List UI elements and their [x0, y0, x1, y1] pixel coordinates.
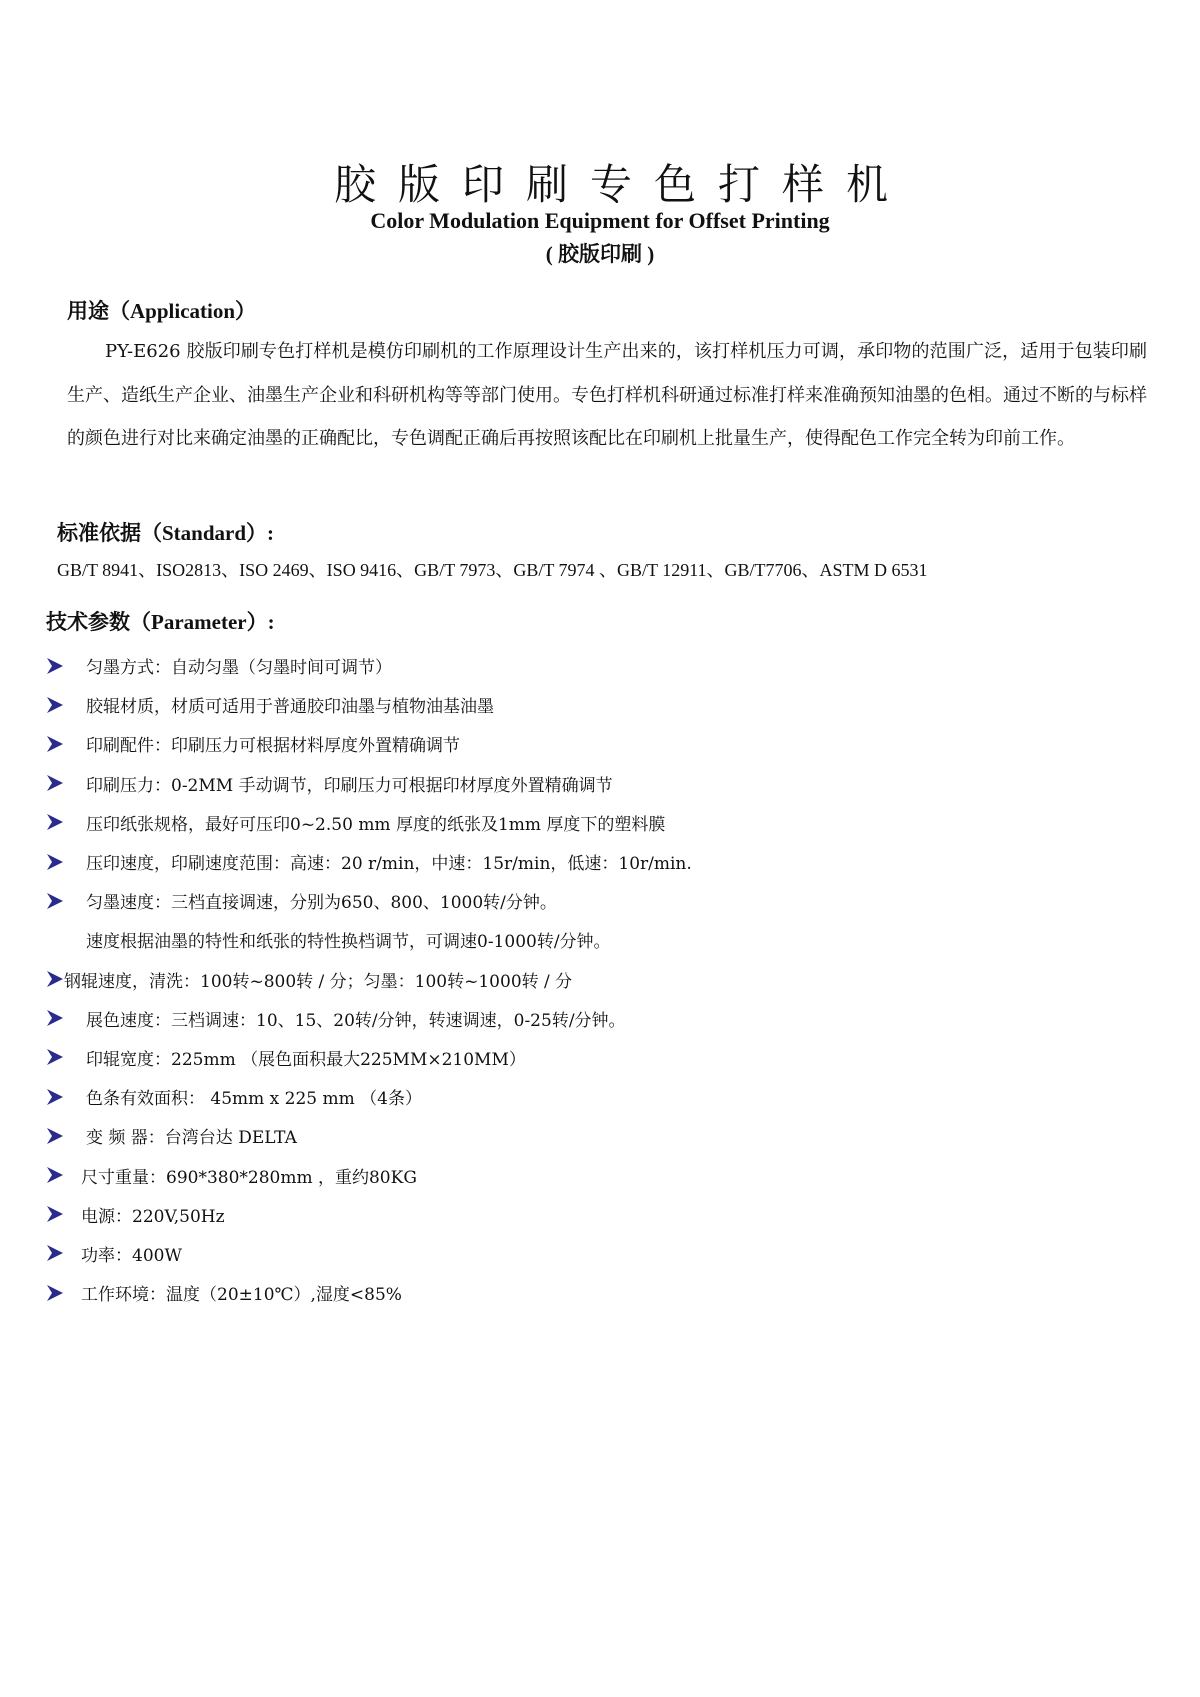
arrow-bullet-icon	[46, 853, 64, 871]
arrow-bullet-icon	[46, 774, 64, 792]
parameter-item-text: 压印速度，印刷速度范围：高速：20 r/min，中速：15r/min，低速：10r/min.	[86, 854, 692, 875]
parameter-item	[46, 646, 1146, 685]
arrow-bullet-icon	[46, 1284, 64, 1302]
arrow-bullet-icon	[46, 1127, 64, 1145]
application-heading: 用途（Application）	[67, 299, 257, 323]
parameter-item	[46, 1195, 1146, 1234]
parameter-list	[46, 646, 1146, 1312]
document-title: 胶版印刷专色打样机	[333, 160, 910, 209]
parameter-item	[46, 764, 1146, 803]
parameter-item	[46, 842, 1146, 881]
document-subtitle-cn: ( 胶版印刷 )	[545, 242, 655, 266]
arrow-bullet-icon	[46, 813, 64, 831]
arrow-bullet-icon	[46, 970, 64, 988]
parameter-item-text: 展色速度：三档调速：10、15、20转/分钟，转速调速，0-25转/分钟。	[86, 1010, 626, 1031]
parameter-item-text: 印辊宽度：225mm （展色面积最大225MM×210MM）	[86, 1049, 526, 1070]
arrow-bullet-icon	[46, 1205, 64, 1223]
parameter-item-text: 变 频 器：台湾台达 DELTA	[86, 1128, 297, 1149]
arrow-bullet-icon	[46, 1166, 64, 1184]
parameter-item	[46, 803, 1146, 842]
parameter-item	[46, 999, 1146, 1038]
parameter-item	[46, 1155, 1146, 1194]
standard-list: GB/T 8941、ISO2813、ISO 2469、ISO 9416、GB/T 7973、GB/T 7974 、GB/T 12911、GB/T7706、ASTM D 6531	[57, 560, 928, 580]
arrow-bullet-icon	[46, 1244, 64, 1262]
parameter-item-text: 速度根据油墨的特性和纸张的特性换档调节，可调速0-1000转/分钟。	[86, 932, 611, 953]
parameter-item-text: 胶辊材质，材质可适用于普通胶印油墨与植物油基油墨	[86, 697, 494, 718]
parameter-item-text: 匀墨速度：三档直接调速，分别为650、800、1000转/分钟。	[86, 893, 557, 914]
parameter-item	[46, 920, 1146, 959]
parameter-item-text: 钢辊速度，清洗：100转~800转 / 分；匀墨：100转~1000转 / 分	[64, 971, 573, 992]
parameter-item-text: 匀墨方式：自动匀墨（匀墨时间可调节）	[86, 658, 392, 679]
parameter-item	[46, 960, 1146, 999]
parameter-item	[46, 724, 1146, 763]
parameter-heading: 技术参数（Parameter）:	[46, 610, 275, 634]
parameter-item-text: 印刷配件：印刷压力可根据材料厚度外置精确调节	[86, 736, 460, 757]
arrow-bullet-icon	[46, 696, 64, 714]
arrow-bullet-icon	[46, 1009, 64, 1027]
parameter-item	[46, 1116, 1146, 1155]
document-subtitle: Color Modulation Equipment for Offset Printing	[370, 208, 830, 233]
arrow-bullet-icon	[46, 735, 64, 753]
parameter-item	[46, 881, 1146, 920]
parameter-item-text: 印刷压力：0-2MM 手动调节，印刷压力可根据印材厚度外置精确调节	[86, 775, 613, 796]
parameter-item-text: 功率：400W	[81, 1245, 182, 1266]
arrow-bullet-icon	[46, 892, 64, 910]
standard-heading: 标准依据（Standard）:	[57, 521, 275, 545]
parameter-item	[46, 685, 1146, 724]
parameter-item-text: 电源：220V,50Hz	[81, 1206, 225, 1227]
arrow-bullet-icon	[46, 1048, 64, 1066]
parameter-item	[46, 1234, 1146, 1273]
parameter-item-text: 色条有效面积： 45mm x 225 mm （4条）	[86, 1089, 422, 1110]
parameter-item	[46, 1273, 1146, 1312]
parameter-item	[46, 1038, 1146, 1077]
application-paragraph: PY-E626 胶版印刷专色打样机是模仿印刷机的工作原理设计生产出来的，该打样机压力可调，承印物的范围广泛，适用于包装印刷生产、造纸生产企业、油墨生产企业和科研机构等等部门使用。专色打样机科研通过标准打样来准确预知油墨的色相。通过不断的与标样的颜色进行对比来确定油墨的正确配比，专色调配正确后再按照该配比在印刷机上批量生产，使得配色工作完全转为印前工作。	[67, 341, 1147, 449]
parameter-item-text: 压印纸张规格，最好可压印0~2.50 mm 厚度的纸张及1mm 厚度下的塑料膜	[86, 814, 666, 835]
parameter-item-text: 工作环境：温度（20±10℃）,湿度<85%	[81, 1285, 402, 1306]
parameter-item-text: 尺寸重量：690*380*280mm ，重约80KG	[81, 1167, 417, 1188]
arrow-bullet-icon	[46, 1088, 64, 1106]
arrow-bullet-icon	[46, 657, 64, 675]
parameter-item	[46, 1077, 1146, 1116]
